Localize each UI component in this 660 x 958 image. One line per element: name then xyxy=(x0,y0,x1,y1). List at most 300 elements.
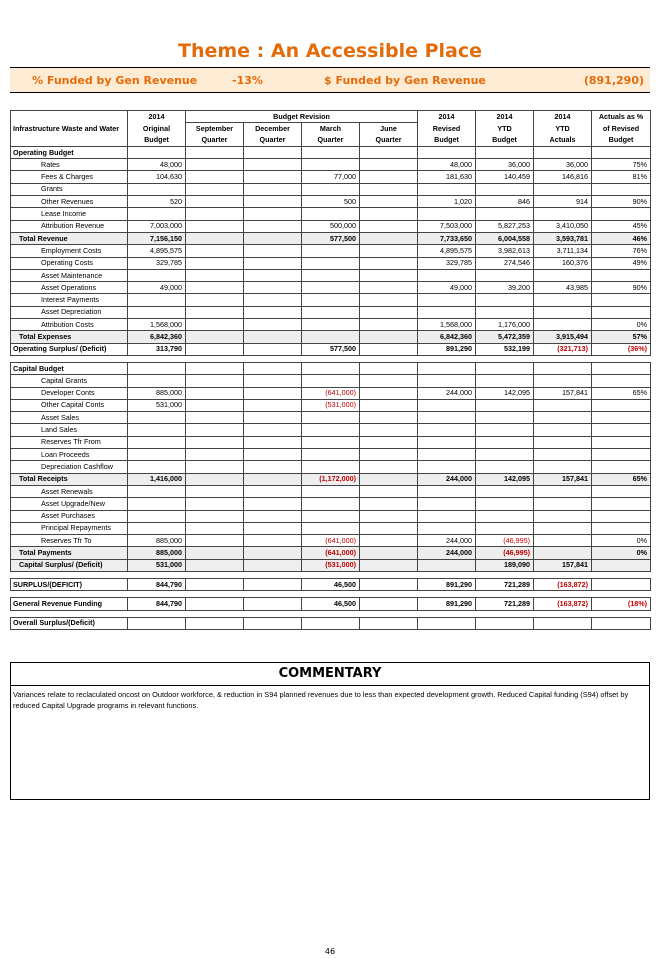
table-cell xyxy=(476,306,534,318)
table-cell xyxy=(360,375,418,387)
table-cell: 844,790 xyxy=(128,598,186,610)
table-cell xyxy=(186,269,244,281)
table-cell xyxy=(186,208,244,220)
table-cell: 1,568,000 xyxy=(418,319,476,331)
row-label: Total Receipts xyxy=(11,473,128,485)
table-cell xyxy=(360,522,418,534)
table-cell xyxy=(534,399,592,411)
table-cell: 500 xyxy=(302,196,360,208)
table-cell xyxy=(302,183,360,195)
table-cell xyxy=(476,375,534,387)
funding-banner xyxy=(10,67,650,93)
table-cell xyxy=(534,208,592,220)
table-cell xyxy=(186,424,244,436)
table-cell xyxy=(128,510,186,522)
table-cell xyxy=(476,208,534,220)
table-cell xyxy=(534,498,592,510)
table-cell: 891,290 xyxy=(418,343,476,355)
table-cell: 1,416,000 xyxy=(128,473,186,485)
table-cell xyxy=(592,461,651,473)
table-cell xyxy=(244,343,302,355)
table-cell xyxy=(186,306,244,318)
table-row xyxy=(11,375,651,387)
table-cell xyxy=(244,306,302,318)
header-cell: 2014 xyxy=(476,111,534,123)
table-cell xyxy=(592,617,651,629)
table-cell xyxy=(302,510,360,522)
table-cell xyxy=(418,485,476,497)
table-cell xyxy=(128,375,186,387)
page-number: 46 xyxy=(324,947,336,956)
table-cell xyxy=(360,171,418,183)
table-cell: 7,733,650 xyxy=(418,232,476,244)
table-cell xyxy=(534,424,592,436)
table-cell: 160,376 xyxy=(534,257,592,269)
table-cell xyxy=(592,559,651,571)
row-label: Fees & Charges xyxy=(11,171,128,183)
table-cell xyxy=(186,220,244,232)
table-cell: 577,500 xyxy=(302,232,360,244)
table-cell xyxy=(302,485,360,497)
row-label: Asset Maintenance xyxy=(11,269,128,281)
table-cell xyxy=(592,294,651,306)
table-cell xyxy=(244,424,302,436)
table-cell: (321,713) xyxy=(534,343,592,355)
table-cell: 1,568,000 xyxy=(128,319,186,331)
table-cell xyxy=(128,269,186,281)
table-cell xyxy=(186,547,244,559)
table-cell: 7,503,000 xyxy=(418,220,476,232)
table-cell xyxy=(592,306,651,318)
table-cell xyxy=(360,547,418,559)
table-cell xyxy=(360,343,418,355)
table-cell xyxy=(360,461,418,473)
table-cell xyxy=(418,146,476,158)
table-cell xyxy=(534,617,592,629)
table-cell xyxy=(128,461,186,473)
table-row xyxy=(11,535,651,547)
table-cell xyxy=(534,294,592,306)
table-cell xyxy=(302,461,360,473)
table-cell xyxy=(534,319,592,331)
table-cell xyxy=(592,498,651,510)
spacer-cell xyxy=(11,355,651,362)
table-cell: 181,630 xyxy=(418,171,476,183)
table-cell xyxy=(418,617,476,629)
header-cell: Original xyxy=(128,123,186,135)
table-cell xyxy=(534,183,592,195)
row-label: Lease Income xyxy=(11,208,128,220)
table-cell xyxy=(244,617,302,629)
table-cell xyxy=(360,617,418,629)
table-cell xyxy=(476,412,534,424)
row-label: Principal Repayments xyxy=(11,522,128,534)
table-cell xyxy=(302,331,360,343)
row-label: Asset Purchases xyxy=(11,510,128,522)
table-row xyxy=(11,559,651,571)
header-cell: Quarter xyxy=(186,135,244,147)
table-cell xyxy=(186,436,244,448)
table-cell: 5,472,359 xyxy=(476,331,534,343)
row-label: Reserves Tfr To xyxy=(11,535,128,547)
table-cell: 48,000 xyxy=(418,159,476,171)
table-cell xyxy=(360,449,418,461)
table-cell xyxy=(534,146,592,158)
table-cell: 36,000 xyxy=(476,159,534,171)
table-cell: 49,000 xyxy=(418,282,476,294)
table-cell xyxy=(186,559,244,571)
header-cell: March xyxy=(302,123,360,135)
table-cell xyxy=(186,375,244,387)
table-cell xyxy=(476,522,534,534)
table-cell xyxy=(360,257,418,269)
table-cell xyxy=(186,294,244,306)
table-cell xyxy=(302,436,360,448)
dollar-funded-value: (891,290) xyxy=(583,74,644,87)
table-cell xyxy=(244,485,302,497)
row-label: Asset Sales xyxy=(11,412,128,424)
table-cell xyxy=(244,269,302,281)
spacer-row xyxy=(11,610,651,617)
table-cell xyxy=(302,208,360,220)
table-cell xyxy=(128,146,186,158)
spacer-cell xyxy=(11,571,651,578)
table-cell: 140,459 xyxy=(476,171,534,183)
table-cell: 3,593,781 xyxy=(534,232,592,244)
table-cell xyxy=(418,412,476,424)
table-row xyxy=(11,294,651,306)
table-cell xyxy=(360,282,418,294)
spacer-cell xyxy=(11,591,651,598)
table-cell xyxy=(360,306,418,318)
table-cell xyxy=(592,485,651,497)
row-label: Grants xyxy=(11,183,128,195)
table-cell: 577,500 xyxy=(302,343,360,355)
table-cell xyxy=(418,424,476,436)
table-cell xyxy=(418,306,476,318)
table-cell xyxy=(360,269,418,281)
table-cell xyxy=(186,412,244,424)
table-cell xyxy=(186,146,244,158)
table-cell xyxy=(476,294,534,306)
header-cell: Quarter xyxy=(302,135,360,147)
table-cell xyxy=(244,399,302,411)
table-cell xyxy=(244,245,302,257)
table-cell xyxy=(302,617,360,629)
row-label: SURPLUS/(DEFICIT) xyxy=(11,578,128,590)
table-cell xyxy=(592,412,651,424)
table-cell xyxy=(360,473,418,485)
table-cell xyxy=(534,461,592,473)
table-cell xyxy=(418,294,476,306)
table-cell: (163,872) xyxy=(534,598,592,610)
table-cell: (1,172,000) xyxy=(302,473,360,485)
table-cell xyxy=(186,498,244,510)
table-cell: 891,290 xyxy=(418,598,476,610)
row-label: Capital Budget xyxy=(11,362,128,374)
table-cell: 7,156,150 xyxy=(128,232,186,244)
table-cell: (641,000) xyxy=(302,387,360,399)
row-label: Loan Proceeds xyxy=(11,449,128,461)
table-cell xyxy=(128,436,186,448)
table-cell: 520 xyxy=(128,196,186,208)
table-cell: 500,000 xyxy=(302,220,360,232)
table-cell xyxy=(534,510,592,522)
row-label: Asset Depreciation xyxy=(11,306,128,318)
table-cell xyxy=(186,473,244,485)
table-cell xyxy=(302,269,360,281)
table-cell: 885,000 xyxy=(128,535,186,547)
table-cell xyxy=(360,146,418,158)
table-cell xyxy=(244,232,302,244)
table-cell xyxy=(418,510,476,522)
table-row xyxy=(11,220,651,232)
table-cell xyxy=(244,535,302,547)
table-cell xyxy=(244,598,302,610)
table-cell xyxy=(244,510,302,522)
header-cell: Budget xyxy=(592,135,651,147)
table-cell xyxy=(186,449,244,461)
table-row xyxy=(11,522,651,534)
table-cell xyxy=(534,535,592,547)
table-cell xyxy=(244,578,302,590)
table-cell xyxy=(244,146,302,158)
header-cell xyxy=(11,111,128,123)
row-label: Rates xyxy=(11,159,128,171)
table-cell xyxy=(360,245,418,257)
table-cell: (531,000) xyxy=(302,559,360,571)
row-label: Attribution Revenue xyxy=(11,220,128,232)
table-cell: (641,000) xyxy=(302,535,360,547)
table-cell xyxy=(534,485,592,497)
row-label: Capital Surplus/ (Deficit) xyxy=(11,559,128,571)
table-cell: 4,895,575 xyxy=(128,245,186,257)
table-cell: 0% xyxy=(592,535,651,547)
table-cell: 6,004,558 xyxy=(476,232,534,244)
commentary-text: Variances relate to reclaculated oncost on Outdoor workforce, & reduction in S94 planned revenues due to less than expected development growth. Reduced Capital funding (S94) offset by reduced Capital Upgrade programs in relevant functions. xyxy=(13,690,629,710)
table-cell: 157,841 xyxy=(534,387,592,399)
table-cell: 7,003,000 xyxy=(128,220,186,232)
table-cell xyxy=(302,306,360,318)
spacer-row xyxy=(11,591,651,598)
table-cell: 4,895,575 xyxy=(418,245,476,257)
table-cell xyxy=(244,331,302,343)
table-cell xyxy=(302,319,360,331)
table-row xyxy=(11,598,651,610)
table-cell xyxy=(186,399,244,411)
table-cell xyxy=(476,498,534,510)
table-cell: 846 xyxy=(476,196,534,208)
table-cell xyxy=(592,424,651,436)
table-cell xyxy=(360,598,418,610)
header-row xyxy=(11,135,651,147)
table-cell xyxy=(418,522,476,534)
table-cell xyxy=(534,375,592,387)
table-row xyxy=(11,461,651,473)
table-cell: 885,000 xyxy=(128,547,186,559)
row-label: General Revenue Funding xyxy=(11,598,128,610)
table-cell xyxy=(360,578,418,590)
table-cell: 189,090 xyxy=(476,559,534,571)
table-cell xyxy=(186,196,244,208)
table-cell xyxy=(592,399,651,411)
table-cell: 3,982,613 xyxy=(476,245,534,257)
table-cell xyxy=(360,159,418,171)
row-label: Total Expenses xyxy=(11,331,128,343)
table-cell: 6,842,360 xyxy=(418,331,476,343)
pct-funded-label: % Funded by Gen Revenue xyxy=(32,74,198,87)
table-cell: 0% xyxy=(592,319,651,331)
table-cell: 244,000 xyxy=(418,547,476,559)
table-cell: (18%) xyxy=(592,598,651,610)
table-cell xyxy=(302,449,360,461)
table-cell: 157,841 xyxy=(534,473,592,485)
table-cell: 721,289 xyxy=(476,578,534,590)
table-cell xyxy=(128,522,186,534)
table-cell xyxy=(360,232,418,244)
table-cell xyxy=(244,294,302,306)
table-cell xyxy=(244,498,302,510)
row-label: Asset Operations xyxy=(11,282,128,294)
table-cell: 721,289 xyxy=(476,598,534,610)
header-cell: Actuals xyxy=(534,135,592,147)
row-label: Other Capital Conts xyxy=(11,399,128,411)
table-cell xyxy=(128,485,186,497)
table-row xyxy=(11,146,651,158)
row-label: Total Revenue xyxy=(11,232,128,244)
table-cell xyxy=(592,146,651,158)
table-cell xyxy=(360,220,418,232)
row-label: Operating Costs xyxy=(11,257,128,269)
table-cell xyxy=(418,399,476,411)
table-cell: 274,546 xyxy=(476,257,534,269)
table-cell: 57% xyxy=(592,331,651,343)
header-cell: Budget xyxy=(128,135,186,147)
table-cell xyxy=(360,331,418,343)
table-cell: (46,995) xyxy=(476,535,534,547)
table-cell xyxy=(244,362,302,374)
table-cell xyxy=(476,461,534,473)
table-row xyxy=(11,282,651,294)
table-cell: 90% xyxy=(592,282,651,294)
table-row xyxy=(11,399,651,411)
table-cell xyxy=(128,412,186,424)
table-cell xyxy=(592,269,651,281)
table-cell xyxy=(302,375,360,387)
table-cell xyxy=(128,294,186,306)
table-cell: 6,842,360 xyxy=(128,331,186,343)
table-row xyxy=(11,196,651,208)
header-cell: Budget xyxy=(476,135,534,147)
table-cell: (163,872) xyxy=(534,578,592,590)
table-cell xyxy=(360,387,418,399)
table-cell xyxy=(360,294,418,306)
table-cell xyxy=(244,547,302,559)
header-cell: 2014 xyxy=(534,111,592,123)
table-cell xyxy=(476,449,534,461)
table-cell: 49,000 xyxy=(128,282,186,294)
table-cell: (641,000) xyxy=(302,547,360,559)
table-cell xyxy=(534,306,592,318)
table-cell: 914 xyxy=(534,196,592,208)
table-cell: 5,827,253 xyxy=(476,220,534,232)
table-cell xyxy=(186,232,244,244)
row-label: Total Payments xyxy=(11,547,128,559)
table-cell xyxy=(476,436,534,448)
table-cell xyxy=(128,449,186,461)
table-cell xyxy=(302,245,360,257)
table-cell xyxy=(244,559,302,571)
table-row xyxy=(11,306,651,318)
table-cell xyxy=(128,617,186,629)
table-cell xyxy=(476,399,534,411)
table-cell xyxy=(186,485,244,497)
table-cell xyxy=(302,159,360,171)
table-row xyxy=(11,510,651,522)
table-cell xyxy=(476,269,534,281)
table-cell xyxy=(186,257,244,269)
table-cell xyxy=(534,547,592,559)
table-cell: 244,000 xyxy=(418,387,476,399)
table-cell: 1,020 xyxy=(418,196,476,208)
table-cell xyxy=(476,146,534,158)
header-row xyxy=(11,111,651,123)
table-cell: 142,095 xyxy=(476,387,534,399)
table-row xyxy=(11,449,651,461)
table-cell: 146,816 xyxy=(534,171,592,183)
table-row xyxy=(11,208,651,220)
table-row xyxy=(11,245,651,257)
table-cell xyxy=(128,183,186,195)
table-row xyxy=(11,232,651,244)
table-cell xyxy=(360,510,418,522)
table-cell xyxy=(476,183,534,195)
table-cell: 142,095 xyxy=(476,473,534,485)
table-cell: 48,000 xyxy=(128,159,186,171)
table-cell xyxy=(592,578,651,590)
table-cell xyxy=(592,436,651,448)
row-label: Asset Renewals xyxy=(11,485,128,497)
table-cell xyxy=(244,183,302,195)
table-cell xyxy=(186,159,244,171)
table-cell xyxy=(186,578,244,590)
table-cell xyxy=(418,498,476,510)
header-cell: Infrastructure Waste and Water xyxy=(11,123,128,135)
header-cell: Budget xyxy=(418,135,476,147)
table-cell xyxy=(186,387,244,399)
table-cell xyxy=(360,559,418,571)
table-cell xyxy=(244,436,302,448)
table-cell: (46,995) xyxy=(476,547,534,559)
table-cell xyxy=(360,412,418,424)
spacer-row xyxy=(11,571,651,578)
table-cell xyxy=(244,473,302,485)
header-cell: Revised xyxy=(418,123,476,135)
table-cell: 90% xyxy=(592,196,651,208)
row-label: Capital Grants xyxy=(11,375,128,387)
table-row xyxy=(11,424,651,436)
dollar-funded-label: $ Funded by Gen Revenue xyxy=(324,74,486,87)
table-row xyxy=(11,362,651,374)
table-cell xyxy=(360,208,418,220)
table-row xyxy=(11,171,651,183)
row-label: Asset Upgrade/New xyxy=(11,498,128,510)
header-cell: Quarter xyxy=(244,135,302,147)
table-cell xyxy=(592,510,651,522)
table-cell xyxy=(418,449,476,461)
table-cell: 244,000 xyxy=(418,535,476,547)
table-cell xyxy=(302,294,360,306)
